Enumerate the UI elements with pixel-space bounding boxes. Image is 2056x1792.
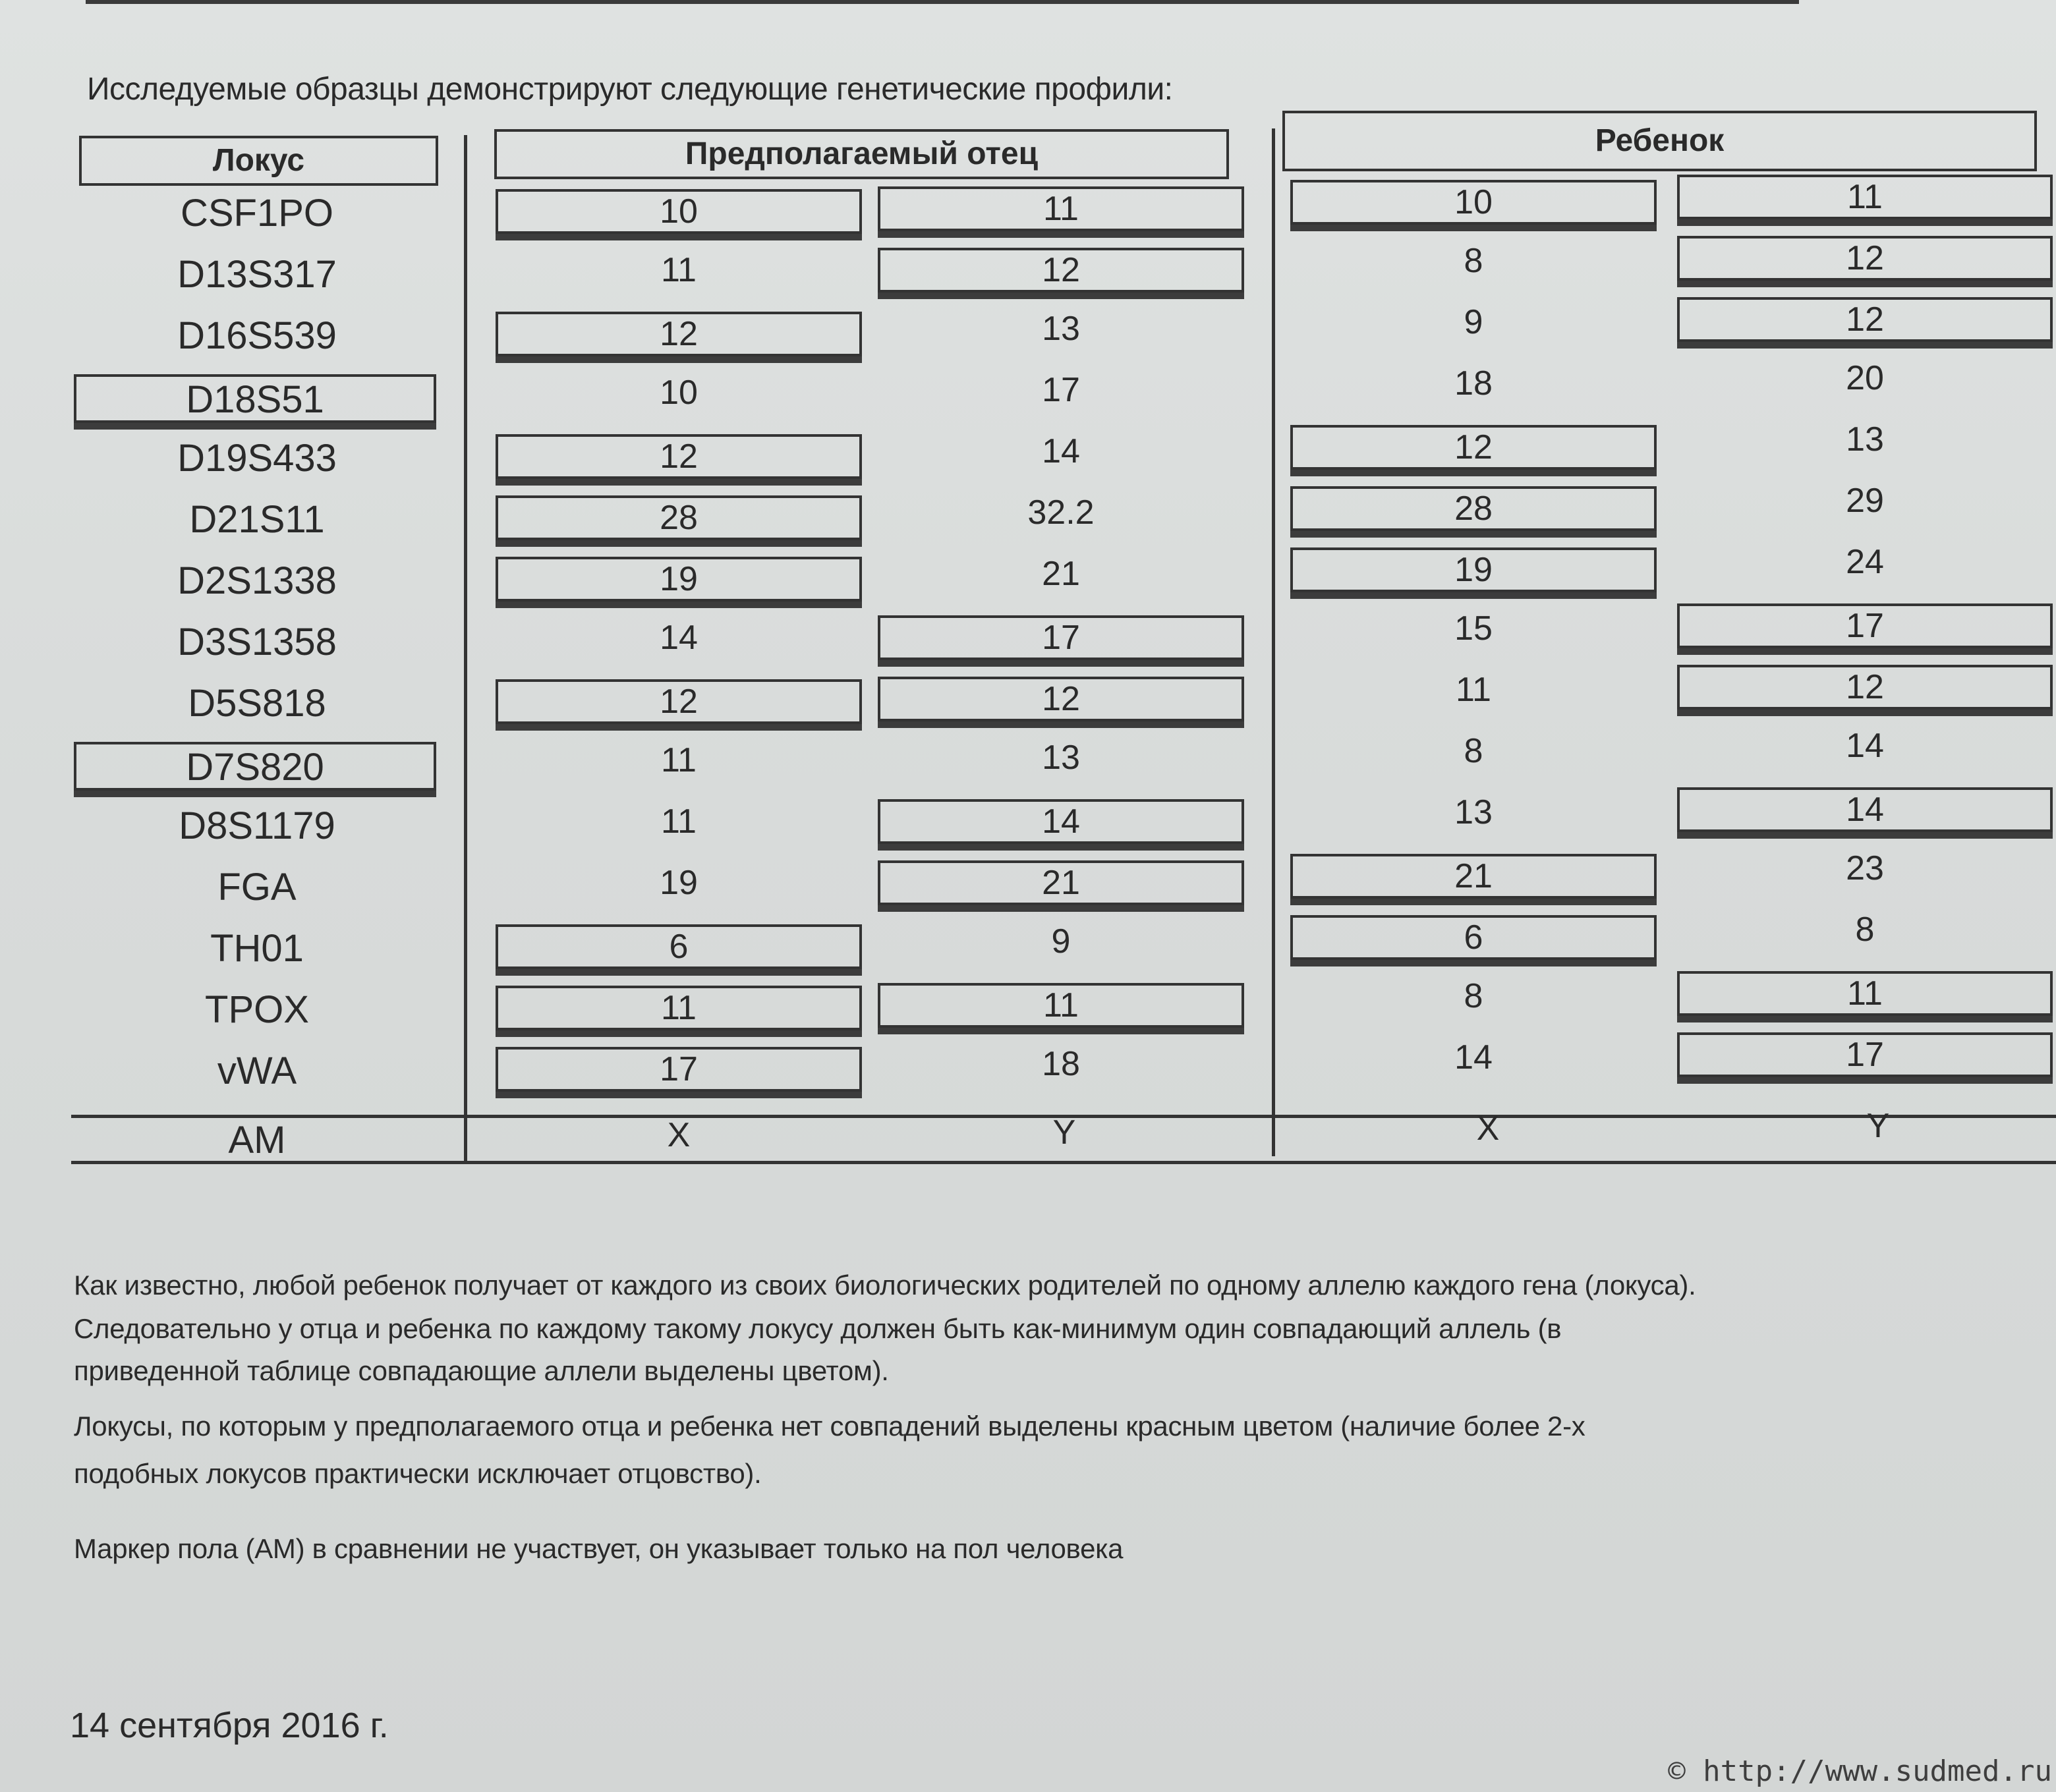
child-allele-1: 8 bbox=[1464, 977, 1483, 1015]
divider-locus-father bbox=[464, 135, 467, 1163]
paragraph-1-line-3: приведенной таблице совпадающие аллели выделены цветом). bbox=[74, 1355, 889, 1386]
child-allele-1: 12 bbox=[1290, 425, 1657, 470]
am-father-allele-2: Y bbox=[1052, 1113, 1076, 1152]
father-allele-2: 14 bbox=[1042, 432, 1080, 470]
child-allele-2: 14 bbox=[1677, 787, 2053, 832]
child-allele-1: 6 bbox=[1290, 915, 1657, 960]
document-date: 14 сентября 2016 г. bbox=[70, 1706, 389, 1745]
locus-name: TH01 bbox=[210, 927, 304, 970]
father-allele-2: 13 bbox=[1042, 739, 1080, 777]
child-allele-2: 12 bbox=[1677, 665, 2053, 710]
child-allele-1: 13 bbox=[1454, 793, 1493, 831]
child-allele-1: 11 bbox=[1456, 671, 1491, 709]
divider-father-child bbox=[1272, 128, 1275, 1156]
locus-name: TPOX bbox=[205, 988, 309, 1031]
father-allele-1: 11 bbox=[496, 986, 862, 1030]
intro-text: Исследуемые образцы демонстрируют следующие генетические профили: bbox=[87, 72, 1173, 107]
am-father-allele-1: X bbox=[667, 1116, 691, 1154]
header-father: Предполагаемый отец bbox=[494, 129, 1229, 179]
paragraph-3-line-1: Маркер пола (AM) в сравнении не участвует, он указывает только на пол человека bbox=[74, 1533, 1124, 1564]
locus-name: D13S317 bbox=[177, 253, 337, 296]
locus-name: D16S539 bbox=[177, 314, 337, 357]
child-allele-2: 17 bbox=[1677, 603, 2053, 648]
child-allele-2: 12 bbox=[1677, 236, 2053, 281]
father-allele-2: 13 bbox=[1042, 310, 1080, 348]
father-allele-1: 11 bbox=[661, 802, 697, 841]
locus-name: D8S1179 bbox=[179, 804, 335, 847]
child-allele-2: 23 bbox=[1846, 849, 1884, 887]
father-allele-2: 21 bbox=[878, 860, 1244, 905]
father-allele-2: 9 bbox=[1051, 922, 1071, 961]
child-allele-1: 14 bbox=[1454, 1038, 1493, 1077]
child-allele-2: 29 bbox=[1846, 482, 1884, 520]
child-allele-2: 17 bbox=[1677, 1032, 2053, 1077]
paragraph-2-line-2: подобных локусов практически исключает отцовство). bbox=[74, 1458, 762, 1489]
father-allele-2: 32.2 bbox=[1027, 493, 1095, 532]
locus-name: D5S818 bbox=[188, 682, 326, 725]
top-rule bbox=[86, 0, 1799, 4]
paragraph-1-line-2: Следовательно у отца и ребенка по каждому такому локусу должен быть как-минимум один совпадающий аллель (в bbox=[74, 1313, 1562, 1344]
father-allele-2: 11 bbox=[878, 983, 1244, 1028]
father-allele-2: 17 bbox=[878, 615, 1244, 660]
child-allele-2: 13 bbox=[1846, 420, 1884, 459]
locus-name: FGA bbox=[217, 866, 297, 909]
child-allele-1: 21 bbox=[1290, 854, 1657, 899]
father-allele-1: 17 bbox=[496, 1047, 862, 1092]
locus-name: D19S433 bbox=[177, 437, 337, 480]
child-allele-1: 9 bbox=[1464, 303, 1483, 341]
child-allele-1: 8 bbox=[1464, 732, 1483, 770]
child-allele-2: 12 bbox=[1677, 297, 2053, 342]
child-allele-2: 24 bbox=[1846, 543, 1884, 581]
child-allele-1: 28 bbox=[1290, 486, 1657, 531]
father-allele-1: 6 bbox=[496, 924, 862, 969]
locus-name: D18S51 bbox=[74, 374, 436, 423]
father-allele-1: 19 bbox=[496, 557, 862, 602]
father-allele-1: 19 bbox=[660, 864, 698, 902]
father-allele-2: 14 bbox=[878, 799, 1244, 844]
father-allele-1: 10 bbox=[496, 189, 862, 234]
father-allele-2: 12 bbox=[878, 677, 1244, 721]
am-child-allele-1: X bbox=[1476, 1109, 1500, 1148]
locus-name: D2S1338 bbox=[177, 559, 337, 602]
paragraph-2-line-1: Локусы, по которым у предполагаемого отца и ребенка нет совпадений выделены красным цветом (наличие более 2-х bbox=[74, 1411, 1585, 1442]
locus-name: D3S1358 bbox=[177, 621, 337, 663]
header-locus: Локус bbox=[79, 136, 438, 186]
child-allele-2: 11 bbox=[1677, 175, 2053, 219]
father-allele-2: 12 bbox=[878, 248, 1244, 293]
child-allele-2: 11 bbox=[1677, 971, 2053, 1016]
locus-name: D21S11 bbox=[189, 498, 325, 541]
locus-name: D7S820 bbox=[74, 742, 436, 791]
child-allele-2: 20 bbox=[1846, 359, 1884, 397]
child-allele-1: 15 bbox=[1454, 609, 1493, 648]
child-allele-2: 8 bbox=[1855, 910, 1875, 949]
father-allele-1: 10 bbox=[660, 374, 698, 412]
father-allele-2: 11 bbox=[878, 186, 1244, 231]
father-allele-2: 18 bbox=[1042, 1045, 1080, 1083]
paragraph-1-line-1: Как известно, любой ребенок получает от каждого из своих биологических родителей по одному аллелю каждого гена (локуса). bbox=[74, 1270, 1696, 1301]
father-allele-1: 11 bbox=[661, 251, 697, 289]
father-allele-2: 21 bbox=[1042, 555, 1080, 593]
am-locus: AM bbox=[228, 1119, 286, 1162]
child-allele-1: 18 bbox=[1454, 364, 1493, 403]
child-allele-1: 10 bbox=[1290, 180, 1657, 225]
locus-name: vWA bbox=[217, 1050, 297, 1092]
header-child: Ребенок bbox=[1282, 111, 2037, 171]
father-allele-2: 17 bbox=[1042, 371, 1080, 409]
child-allele-2: 14 bbox=[1846, 727, 1884, 765]
father-allele-1: 11 bbox=[661, 741, 697, 779]
father-allele-1: 28 bbox=[496, 495, 862, 540]
father-allele-1: 12 bbox=[496, 312, 862, 356]
father-allele-1: 12 bbox=[496, 679, 862, 724]
source-watermark: © http://www.sudmed.ru bbox=[1668, 1754, 2052, 1788]
father-allele-1: 12 bbox=[496, 434, 862, 479]
am-child-allele-2: Y bbox=[1866, 1107, 1890, 1145]
father-allele-1: 14 bbox=[660, 619, 698, 657]
child-allele-1: 8 bbox=[1464, 242, 1483, 280]
locus-name: CSF1PO bbox=[180, 192, 334, 235]
child-allele-1: 19 bbox=[1290, 547, 1657, 592]
